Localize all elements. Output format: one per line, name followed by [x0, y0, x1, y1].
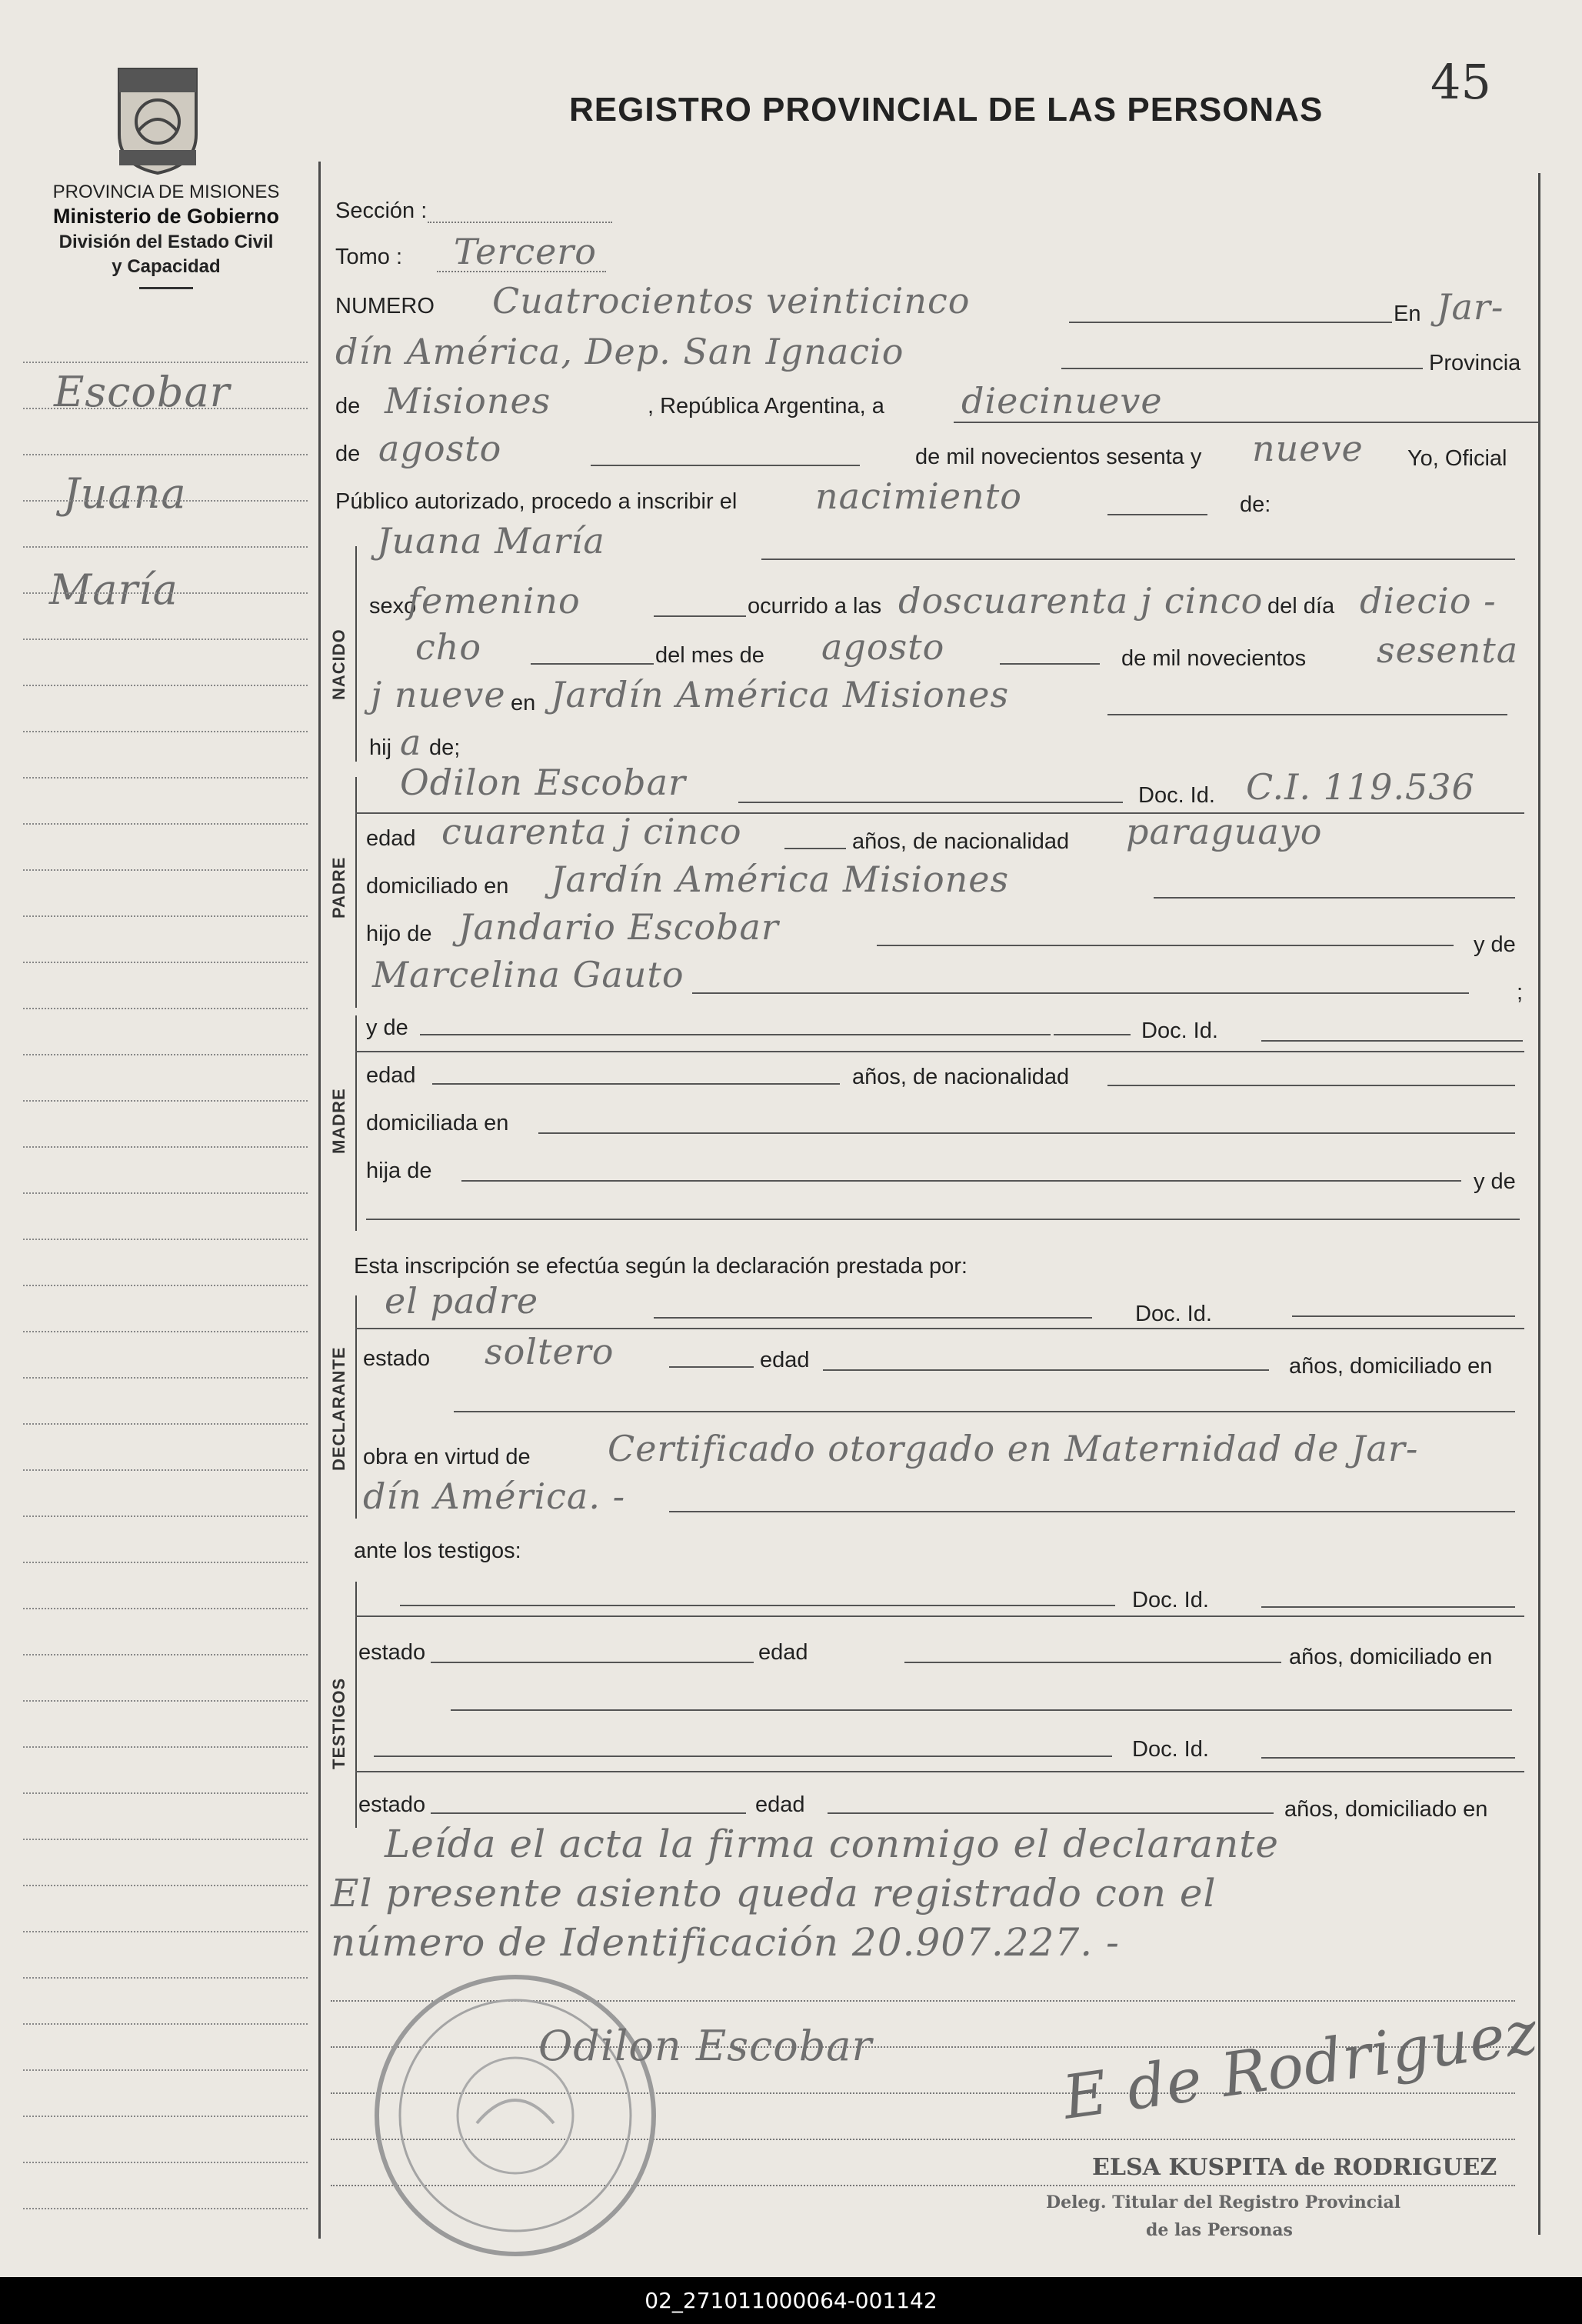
margin-firstname: Juana: [63, 469, 187, 518]
margin-line: [23, 362, 308, 363]
margin-line: [23, 869, 308, 871]
value-sexo: femenino: [408, 580, 581, 622]
label-edad-madre: edad: [366, 1063, 416, 1088]
provincial-emblem-icon: [108, 62, 208, 177]
label-doc-id-padre: Doc. Id.: [1138, 783, 1215, 808]
margin-line: [23, 408, 308, 409]
value-hora: doscuarenta j cinco: [898, 580, 1264, 622]
official-seal-icon: [369, 1969, 661, 2262]
note-line-3: número de Identificación 20.907.227. -: [331, 1920, 1120, 1965]
margin-line: [23, 2116, 308, 2117]
label-edad-testigo-1: edad: [758, 1640, 808, 1665]
margin-line: [23, 1885, 308, 1886]
label-de-semicolon: de;: [429, 735, 461, 760]
label-provincia: Provincia: [1429, 351, 1521, 375]
margin-line: [23, 1469, 308, 1471]
label-ocurrido: ocurrido a las: [748, 594, 882, 619]
value-en-1: Jar-: [1437, 286, 1504, 328]
margin-line: [23, 1008, 308, 1009]
margin-line: [23, 685, 308, 686]
label-doc-id-declarante: Doc. Id.: [1135, 1302, 1212, 1326]
label-estado-testigo-1: estado: [358, 1640, 426, 1665]
label-semicolon: ;: [1517, 980, 1524, 1005]
value-mes: agosto: [378, 428, 502, 469]
label-anos-domiciliado-testigo-1: años, domiciliado en: [1289, 1645, 1493, 1669]
margin-line: [23, 1608, 308, 1609]
label-domiciliado-en-padre: domiciliado en: [366, 874, 509, 899]
label-hij: hij: [369, 735, 392, 760]
label-y-de-padre: y de: [1474, 932, 1516, 957]
value-padre-edad: cuarenta j cinco: [441, 811, 742, 852]
value-anio-1: sesenta: [1377, 629, 1519, 671]
value-acto: nacimiento: [815, 475, 1022, 517]
stamp-line-3: de las Personas: [1146, 2220, 1293, 2240]
value-nombre: Juana María: [377, 520, 605, 562]
value-lugar: Jardín América Misiones: [551, 674, 1010, 715]
margin-line: [23, 592, 308, 594]
margin-line: [23, 1515, 308, 1517]
section-nacido: NACIDO: [329, 629, 348, 700]
right-border-rule: [1538, 173, 1540, 2235]
label-y-de-madre-2: y de: [1474, 1169, 1516, 1194]
margin-line: [23, 1054, 308, 1055]
value-tomo: Tercero: [454, 231, 597, 272]
label-numero: NUMERO: [335, 294, 435, 318]
margin-line: [23, 1377, 308, 1379]
label-ante-testigos: ante los testigos:: [354, 1539, 521, 1563]
margin-line: [23, 1285, 308, 1286]
label-seccion: Sección :: [335, 198, 428, 223]
label-hija-de: hija de: [366, 1159, 432, 1183]
label-del-dia: del día: [1267, 594, 1335, 619]
margin-line: [23, 1792, 308, 1794]
margin-line: [23, 823, 308, 825]
margin-line: [23, 1192, 308, 1194]
section-padre: PADRE: [329, 856, 348, 919]
margin-line: [23, 731, 308, 732]
label-anos-nacionalidad-madre: años, de nacionalidad: [852, 1065, 1070, 1089]
value-decl-estado: soltero: [485, 1331, 614, 1372]
label-republica: , República Argentina, a: [648, 394, 884, 418]
value-anio-2: j nueve: [371, 674, 506, 715]
margin-line: [23, 1700, 308, 1702]
margin-line: [23, 2208, 308, 2209]
value-padre-dom: Jardín América Misiones: [551, 859, 1010, 900]
margin-line: [23, 639, 308, 640]
agency-province: PROVINCIA DE MISIONES: [52, 182, 280, 202]
value-numero: Cuatrocientos veinticinco: [492, 280, 971, 322]
stamp-name: ELSA KUSPITA de RODRIGUEZ: [1092, 2154, 1497, 2181]
footer-caption: 02_271011000064-001142: [0, 2277, 1582, 2324]
value-en-2: dín América, Dep. San Ignacio: [335, 331, 904, 372]
value-padre-hijo-de: Jandario Escobar: [458, 906, 779, 948]
margin-line: [23, 546, 308, 548]
margin-line: [23, 454, 308, 455]
value-anio: nueve: [1252, 428, 1364, 469]
margin-line: [23, 1654, 308, 1655]
agency-division: División del Estado Civil: [58, 232, 274, 252]
label-de-mil-novecientos: de mil novecientos: [1121, 646, 1307, 671]
label-esta-inscripcion: Esta inscripción se efectúa según la declaración prestada por:: [354, 1254, 968, 1279]
note-line-2: El presente asiento queda registrado con el: [331, 1871, 1217, 1916]
label-edad-declarante: edad: [760, 1348, 810, 1372]
margin-line: [23, 962, 308, 963]
page-number: 45: [1430, 54, 1491, 110]
margin-line: [23, 915, 308, 917]
margin-line: [23, 1977, 308, 1979]
label-de-1: de: [335, 394, 361, 418]
label-obra-en-virtud: obra en virtud de: [363, 1445, 531, 1469]
value-dia-2: cho: [415, 626, 482, 668]
value-dia: diecinueve: [961, 380, 1163, 422]
label-tomo: Tomo :: [335, 245, 403, 269]
value-padre-nombre: Odilon Escobar: [400, 762, 687, 803]
label-doc-id-testigo-2: Doc. Id.: [1132, 1737, 1209, 1762]
label-edad-padre: edad: [366, 826, 416, 851]
value-obra-1: Certificado otorgado en Maternidad de Jar-: [608, 1428, 1419, 1469]
label-edad-testigo-2: edad: [755, 1792, 805, 1817]
label-anos-nacionalidad-padre: años, de nacionalidad: [852, 829, 1070, 854]
value-padre-nac: paraguayo: [1126, 811, 1323, 852]
value-mes-nac: agosto: [821, 626, 945, 668]
label-hijo-de-padre: hijo de: [366, 922, 432, 946]
label-mil-novecientos-sesenta-y: de mil novecientos sesenta y: [915, 445, 1202, 469]
agency-capacity: y Capacidad: [112, 256, 221, 277]
label-en-2: en: [511, 691, 536, 715]
label-en: En: [1394, 302, 1421, 326]
label-del-mes-de: del mes de: [655, 643, 764, 668]
margin-line: [23, 2162, 308, 2163]
agency-ministry: Ministerio de Gobierno: [52, 205, 280, 228]
label-anos-domiciliado-testigo-2: años, domiciliado en: [1284, 1797, 1488, 1822]
label-estado-declarante: estado: [363, 1346, 431, 1371]
section-declarante: DECLARANTE: [329, 1346, 348, 1471]
value-padre-doc: C.I. 119.536: [1246, 766, 1475, 808]
signature-oficial: E de Rodriguez: [1058, 1998, 1543, 2133]
signature-declarante: Odilon Escobar: [538, 2022, 873, 2070]
label-domiciliada-en: domiciliada en: [366, 1111, 509, 1135]
value-dia-1: diecio -: [1360, 580, 1497, 622]
label-anos-domiciliado-declarante: años, domiciliado en: [1289, 1354, 1493, 1379]
note-line-1: Leída el acta la firma conmigo el declarante: [385, 1822, 1279, 1866]
stamp-line-2: Deleg. Titular del Registro Provincial: [1046, 2192, 1401, 2212]
value-padre-madre: Marcelina Gauto: [372, 954, 684, 995]
margin-line: [23, 1562, 308, 1563]
label-doc-id-madre: Doc. Id.: [1141, 1019, 1218, 1043]
margin-line: [23, 2023, 308, 2025]
label-yo-oficial: Yo, Oficial: [1407, 446, 1507, 471]
margin-line: [23, 1746, 308, 1748]
margin-surname: Escobar: [54, 368, 231, 416]
label-sexo: sexo: [369, 594, 417, 619]
value-declarante: el padre: [385, 1280, 539, 1322]
left-border-rule: [318, 162, 321, 2239]
label-de-colon: de:: [1240, 492, 1271, 517]
label-publico: Público autorizado, procedo a inscribir el: [335, 489, 738, 514]
agency-block: [0, 182, 332, 289]
margin-line: [23, 1331, 308, 1332]
label-doc-id-testigo-1: Doc. Id.: [1132, 1588, 1209, 1612]
label-y-de-madre: y de: [366, 1015, 408, 1040]
label-de-2: de: [335, 442, 361, 466]
margin-line: [23, 1931, 308, 1932]
margin-line: [23, 777, 308, 779]
margin-line: [23, 1100, 308, 1102]
section-testigos: TESTIGOS: [329, 1677, 348, 1769]
margin-line: [23, 500, 308, 502]
margin-line: [23, 2069, 308, 2071]
margin-line: [23, 1839, 308, 1840]
label-estado-testigo-2: estado: [358, 1792, 426, 1817]
document-title: REGISTRO PROVINCIAL DE LAS PERSONAS: [569, 91, 1324, 128]
margin-line: [23, 1146, 308, 1148]
value-obra-2: dín América. -: [363, 1475, 626, 1517]
margin-line: [23, 1239, 308, 1240]
margin-line: [23, 1423, 308, 1425]
value-provincia: Misiones: [385, 380, 551, 422]
section-madre: MADRE: [329, 1088, 348, 1154]
margin-middlename: María: [49, 565, 178, 614]
value-hij-suffix: a: [400, 722, 422, 763]
